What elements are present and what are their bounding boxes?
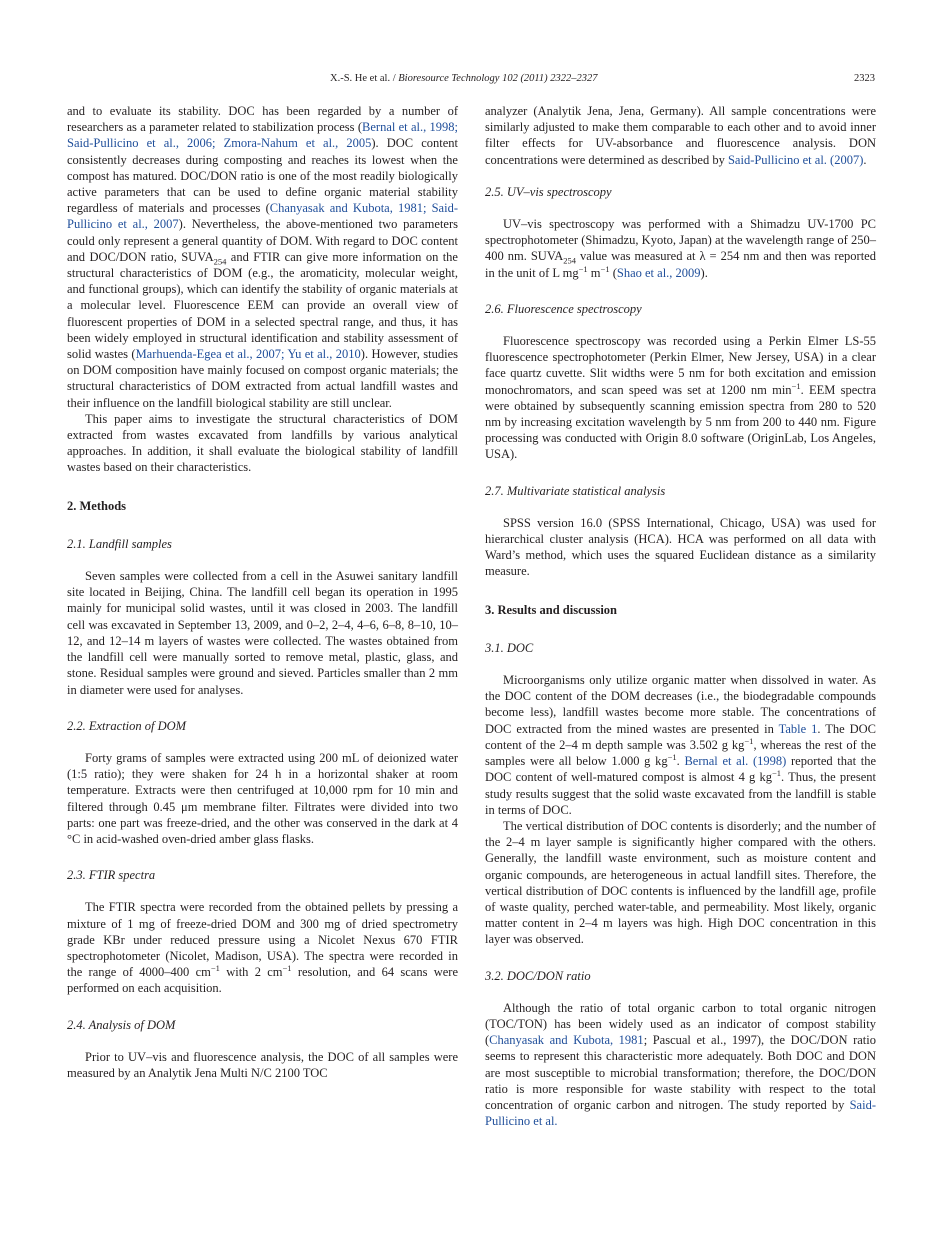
paragraph-multivariate: SPSS version 16.0 (SPSS International, Chicago, USA) was used for hierarchical cluster analysis (HCA). HCA was performed on all data with Ward’s method, which uses the squared Euclidean distance as a similarity measure. — [485, 515, 876, 579]
page-number: 2323 — [854, 73, 875, 84]
subsection-heading-2-1: 2.1. Landfill samples — [67, 536, 172, 551]
right-column — [485, 103, 876, 1129]
subsection-heading-2-4: 2.4. Analysis of DOM — [67, 1017, 176, 1032]
subsection-heading-2-3: 2.3. FTIR spectra — [67, 868, 156, 883]
citation-link[interactable]: Marhuenda-Egea et al., 2007; Yu et al., 2010 — [135, 347, 361, 362]
citation-link[interactable]: Said-Pullicino et al. — [485, 1097, 876, 1129]
paragraph-analysis-dom: Prior to UV–vis and fluorescence analysis, the DOC of all samples were measured by an Analytik Jena Multi N/C 2100 TOC — [67, 1049, 458, 1080]
subsection-heading-3-1: 3.1. DOC — [485, 640, 534, 655]
running-head: X.-S. He et al. / Bioresource Technology 102 (2011) 2322–2327 2323 — [330, 73, 875, 84]
section-heading-methods: 2. Methods — [67, 498, 127, 513]
paragraph-doc-vertical: The vertical distribution of DOC contents is disorderly; and the number of the 2–4 m layer sample is significantly higher compared with the others. Generally, the landfill waste environment, such as moisture content and organic compounds, are heterogeneous in actual landfill sites. Therefore, the vertical distribution of DOC contents is influenced by the landfill age, profile of waste quality, perched water-table, and permeability. Most likely, organic matter content in 2–4 m layers was high. High DOC concentration in this layer was observed. — [485, 818, 876, 947]
paragraph-ftir: The FTIR spectra were recorded from the obtained pellets by pressing a mixture of 1 mg of freeze-dried DOM and 300 mg of dried spectrometry grade KBr under reduced pressure using a Nicolet Nexus 670 FTIR spectrophotometer (Nicolet, Madison, USA). The spectra were recorded in the range of 4000–400 $cm^{-1}$ with 2 $cm^{-1}$ resolution, and 64 scans were performed on each acquisition. — [67, 900, 459, 996]
citation-link[interactable]: Chanyasak and Kubota, 1981; Said-Pullicino et al., 2007 — [67, 201, 458, 232]
left-column — [67, 103, 458, 1081]
subsection-heading-3-2: 3.2. DOC/DON ratio — [485, 968, 591, 983]
paragraph-continued: analyzer (Analytik Jena, Jena, Germany). All sample concentrations were similarly adjusted to make them comparable to each other and to avoid inner filter effects for UV-absorbance and fluorescence analysis. DON concentrations were determined as described by Said-Pullicino et al. (2007). — [485, 104, 876, 167]
citation-link[interactable]: Said-Pullicino et al. (2007) — [727, 152, 864, 167]
citation-link[interactable]: Shao et al., 2009 — [616, 265, 701, 280]
paragraph-landfill-samples: Seven samples were collected from a cell in the Asuwei sanitary landfill site located in Beijing, China. The landfill cell began its operation in 1995 mainly for municipal solid wastes, until it was closed in 2003. The landfill cell was excavated in September 13, 2009, and 0–2, 2–4, 4–6, 6–8, 8–10, 10–12, and 12–14 m layers of wastes were collected. The wastes obtained from the landfill cell were manually sorted to remove metal, plastic, glass, and stone. Residual samples were ground and sieved. Particles smaller than 2 mm in diameter were used for analyses. — [67, 569, 458, 697]
paragraph-doc-don: Although the ratio of total organic carbon to total organic nitrogen (TOC/TON) has been widely used as an indicator of compost stability (Chanyasak and Kubota, 1981; Pascual et al., 1997), the DOC/DON ratio seems to represent this characteristic more adequately. Both DOC and DON are most susceptible to microbial transformation; therefore, the DOC/DON ratio is more responsible for waste stability with respect to the total concentration of organic carbon and nitrogen. The study reported by Said-Pullicino et al. — [485, 1000, 876, 1129]
subsection-heading-2-5: 2.5. UV–vis spectroscopy — [485, 184, 612, 199]
citation-link[interactable]: Bernal et al. (1998) — [684, 754, 787, 769]
subsection-heading-2-2: 2.2. Extraction of DOM — [67, 718, 187, 733]
table-link[interactable]: Table 1 — [778, 721, 818, 736]
aim-paragraph: This paper aims to investigate the structural characteristics of DOM extracted from wastes excavated from landfills by various analytical approaches. In addition, it shall evaluate the biological stability of landfill wastes based on their characteristics. — [67, 411, 458, 475]
subsection-heading-2-7: 2.7. Multivariate statistical analysis — [485, 483, 666, 498]
paragraph-doc: Microorganisms only utilize organic matter when dissolved in water. As the DOC content of the DOM decreases (i.e., the biodegradable compounds become less), landfill wastes become more stable. The concentrations of DOC extracted from the mined wastes are presented in Table 1. The DOC content of the 2–4 m depth sample was 3.502 g $kg^{-1}$, whereas the rest of the samples were all below 1.000 g $kg^{-1}$. Bernal et al. (1998) reported that the DOC content of well-matured compost is almost 4 g $kg^{-1}$. Thus, the present study results suggest that the solid waste excavated from the landfill is stable in terms of DOC. — [485, 673, 877, 817]
section-heading-results: 3. Results and discussion — [485, 602, 617, 617]
subsection-heading-2-6: 2.6. Fluorescence spectroscopy — [485, 301, 642, 316]
intro-paragraph: and to evaluate its stability. DOC has been regarded by a number of researchers as a parameter related to stabilization process (Bernal et al., 1998; Said-Pullicino et al., 2006; Zmora-Nahum et al., 2005). DOC content consistently decreases during composting and reaches its lowest when the compost has matured. DOC/DON ratio is one of the most readily biologically active parameters that can be used to define organic material stability regardless of materials and processes (Chanyasak and Kubota, 1981; Said-Pullicino et al., 2007). Nevertheless, the above-mentioned two parameters could only represent a general quantity of DOM. With regard to DOC content and DOC/DON ratio, $SUVA_{254}$ and FTIR can give more information on the structural characteristics of DOM (e.g., the aromaticity, molecular weight, and functional groups), which can identify the stability of organic materials at a molecular level. Fluorescence EEM can provide an overall view of fluorescent properties of DOM in a selected spectral range, and thus, it has been widely employed in structural identification and stability assessment of solid wastes (Marhuenda-Egea et al., 2007; Yu et al., 2010). However, studies on DOM composition have mainly focused on compost organic materials; the structural characteristics of DOM extracted from actual landfill wastes and their influence on the landfill biological stability are still unclear. — [67, 104, 458, 410]
paragraph-uv-vis: UV–vis spectroscopy was performed with a Shimadzu UV-1700 PC spectrophotometer (Shimadzu, Kyoto, Japan) at the wavelength range of 250–400 nm. $SUVA_{254}$ value was measured at λ = 254 nm and then was reported in the unit of L $mg^{-1}$ $m^{-1}$ (Shao et al., 2009). — [485, 217, 876, 280]
header-journal: Bioresource Technology 102 (2011) 2322–2327 — [398, 73, 598, 84]
paragraph-extraction: Forty grams of samples were extracted using 200 mL of deionized water (1:5 ratio); they were shaken for 24 h in a horizontal shaker at room temperature. Extracts were then centrifuged at 10,000 rpm for 10 min and filtered through 0.45 μm membrane filter. Filtrates were divided into two parts: one part was freeze-dried, and the other was conserved in the dark at 4 °C in acid-washed oven-dried amber glass flasks. — [67, 750, 458, 846]
citation-link[interactable]: Bernal et al., 1998; Said-Pullicino et al., 2006; Zmora-Nahum et al., 2005 — [67, 120, 458, 151]
citation-link[interactable]: Chanyasak and Kubota, 1981 — [489, 1033, 644, 1048]
paragraph-fluorescence: Fluorescence spectroscopy was recorded using a Perkin Elmer LS-55 fluorescence spectrophotometer (Perkin Elmer, New Jersey, USA) in a clear face quartz cuvette. Slit widths were 5 nm for both excitation and emission monochromators, and scan speed was set at 1200 nm $\min^{-1}$. EEM spectra were obtained by subsequently scanning emission spectra from 280 to 520 nm by increasing excitation wavelength by 5 nm from 200 to 440 nm. Figure processing was conducted with Origin 8.0 software (OriginLab, Los Angeles, USA). — [485, 334, 876, 462]
header-authors: X.-S. He et al. — [330, 73, 391, 84]
